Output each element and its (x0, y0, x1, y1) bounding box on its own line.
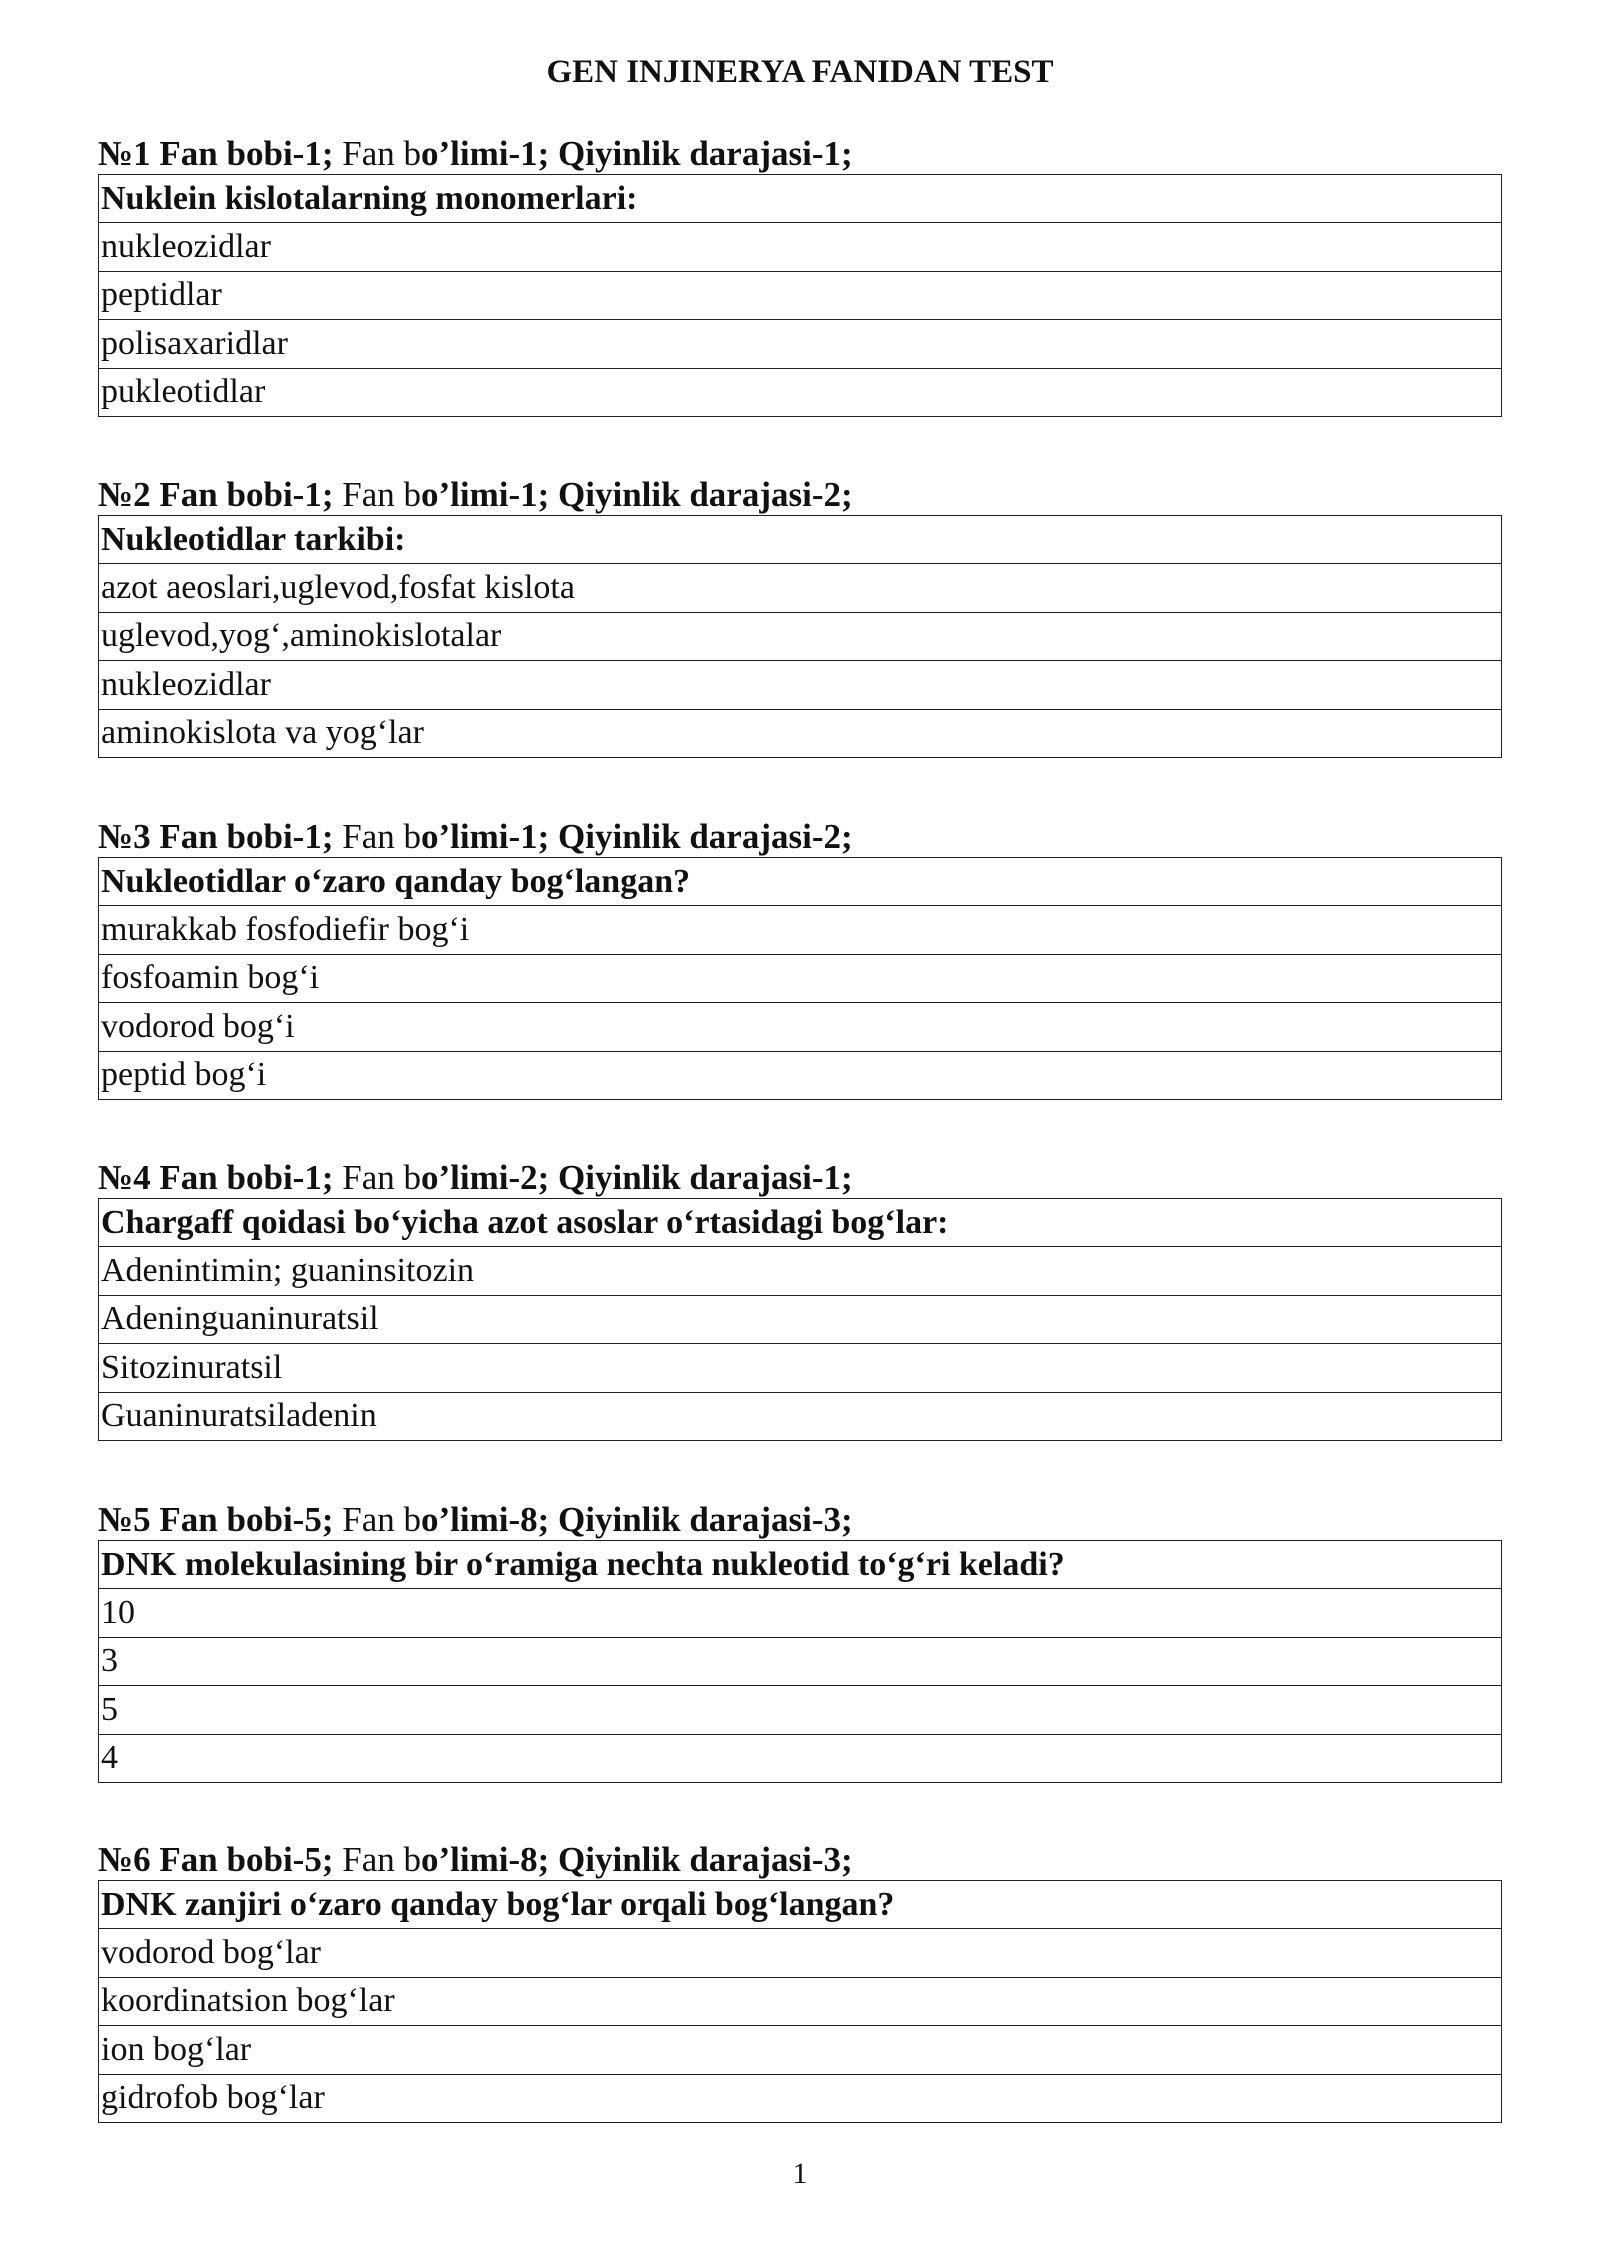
answer-option: fosfoamin bog‘i (99, 954, 1502, 1002)
answer-option-row (99, 223, 1502, 271)
answer-option-row (99, 1929, 1502, 1977)
question-block (98, 817, 1502, 1100)
answer-option-row (99, 1589, 1502, 1637)
qiyinlik-darajasi: Qiyinlik darajasi-2; (549, 817, 853, 856)
question-table (98, 1198, 1502, 1441)
answer-option-row (99, 1295, 1502, 1343)
answer-option-row (99, 1344, 1502, 1392)
answer-option-row (99, 954, 1502, 1002)
answer-option-row (99, 612, 1502, 660)
answer-option-row (99, 368, 1502, 416)
qiyinlik-darajasi: Qiyinlik darajasi-1; (549, 134, 853, 173)
fan-label: Fan b (333, 1500, 421, 1539)
answer-option: 5 (99, 1686, 1502, 1734)
fan-bolimi: o’limi-8; (420, 1840, 550, 1879)
fan-label: Fan b (333, 817, 421, 856)
answer-option-row (99, 1637, 1502, 1685)
question-block (98, 1840, 1502, 2123)
answer-option: vodorod bog‘lar (99, 1929, 1502, 1977)
fan-bobi: Fan bobi-1; (150, 134, 334, 173)
question-number: №2 (98, 475, 151, 514)
fan-bobi: Fan bobi-1; (150, 475, 334, 514)
answer-option: koordinatsion bog‘lar (99, 1977, 1502, 2025)
answer-option: gidrofob bog‘lar (99, 2074, 1502, 2122)
answer-option: nukleozidlar (99, 661, 1502, 709)
qiyinlik-darajasi: Qiyinlik darajasi-2; (549, 475, 853, 514)
answer-option-row (99, 1977, 1502, 2025)
answer-option: 4 (99, 1734, 1502, 1782)
question-block (98, 475, 1502, 758)
question-number: №3 (98, 817, 151, 856)
answer-option: pukleotidlar (99, 368, 1502, 416)
answer-option-row (99, 271, 1502, 319)
question-stem: Nukleotidlar tarkibi: (99, 516, 1502, 564)
answer-option: peptid bog‘i (99, 1051, 1502, 1099)
question-stem: DNK zanjiri o‘zaro qanday bog‘lar orqali bog‘langan? (99, 1881, 1502, 1929)
question-number: №1 (98, 134, 151, 173)
answer-option: 10 (99, 1589, 1502, 1637)
question-number: №5 (98, 1500, 151, 1539)
answer-option: peptidlar (99, 271, 1502, 319)
fan-bolimi: o’limi-1; (420, 475, 550, 514)
fan-bolimi: o’limi-1; (420, 134, 550, 173)
fan-bobi: Fan bobi-1; (150, 1158, 334, 1197)
question-table (98, 857, 1502, 1100)
answer-option: nukleozidlar (99, 223, 1502, 271)
fan-bolimi: o’limi-2; (420, 1158, 550, 1197)
question-header (98, 817, 1502, 857)
fan-label: Fan b (333, 134, 421, 173)
question-table (98, 174, 1502, 417)
answer-option-row (99, 1003, 1502, 1051)
question-number: №6 (98, 1840, 151, 1879)
page-title: GEN INJINERYA FANIDAN TEST (546, 54, 1054, 90)
question-table (98, 1880, 1502, 2123)
fan-bobi: Fan bobi-5; (150, 1840, 334, 1879)
answer-option-row (99, 1051, 1502, 1099)
question-table (98, 1540, 1502, 1783)
question-block (98, 1158, 1502, 1441)
answer-option: vodorod bog‘i (99, 1003, 1502, 1051)
answer-option: azot aeoslari,uglevod,fosfat kislota (99, 564, 1502, 612)
qiyinlik-darajasi: Qiyinlik darajasi-3; (549, 1500, 853, 1539)
fan-bobi: Fan bobi-1; (150, 817, 334, 856)
answer-option-row (99, 2026, 1502, 2074)
question-stem: Nuklein kislotalarning monomerlari: (99, 175, 1502, 223)
fan-bolimi: o’limi-8; (420, 1500, 550, 1539)
qiyinlik-darajasi: Qiyinlik darajasi-3; (549, 1840, 853, 1879)
answer-option-row (99, 661, 1502, 709)
question-stem: Nukleotidlar o‘zaro qanday bog‘langan? (99, 858, 1502, 906)
question-stem-row (99, 1199, 1502, 1247)
fan-label: Fan b (333, 1840, 421, 1879)
question-stem-row (99, 1541, 1502, 1589)
fan-label: Fan b (333, 1158, 421, 1197)
answer-option: Guaninuratsiladenin (99, 1392, 1502, 1440)
answer-option: aminokislota va yog‘lar (99, 709, 1502, 757)
question-block (98, 134, 1502, 417)
qiyinlik-darajasi: Qiyinlik darajasi-1; (549, 1158, 853, 1197)
question-stem-row (99, 1881, 1502, 1929)
question-number: №4 (98, 1158, 151, 1197)
answer-option-row (99, 320, 1502, 368)
answer-option-row (99, 1734, 1502, 1782)
answer-option: Adenintimin; guaninsitozin (99, 1247, 1502, 1295)
answer-option: 3 (99, 1637, 1502, 1685)
fan-bolimi: o’limi-1; (420, 817, 550, 856)
answer-option-row (99, 1247, 1502, 1295)
fan-label: Fan b (333, 475, 421, 514)
question-header (98, 475, 1502, 515)
question-stem-row (99, 858, 1502, 906)
question-stem: Chargaff qoidasi bo‘yicha azot asoslar o‘rtasidagi bog‘lar: (99, 1199, 1502, 1247)
answer-option: Adeninguaninuratsil (99, 1295, 1502, 1343)
answer-option: uglevod,yog‘,aminokislotalar (99, 612, 1502, 660)
question-header (98, 134, 1502, 174)
question-header (98, 1840, 1502, 1880)
answer-option-row (99, 1392, 1502, 1440)
question-stem-row (99, 516, 1502, 564)
question-stem-row (99, 175, 1502, 223)
answer-option-row (99, 564, 1502, 612)
question-header (98, 1158, 1502, 1198)
answer-option-row (99, 709, 1502, 757)
question-header (98, 1500, 1502, 1540)
answer-option-row (99, 1686, 1502, 1734)
fan-bobi: Fan bobi-5; (150, 1500, 334, 1539)
question-stem: DNK molekulasining bir o‘ramiga nechta nukleotid to‘g‘ri keladi? (99, 1541, 1502, 1589)
answer-option-row (99, 2074, 1502, 2122)
answer-option: polisaxaridlar (99, 320, 1502, 368)
question-table (98, 515, 1502, 758)
answer-option: murakkab fosfodiefir bog‘i (99, 906, 1502, 954)
question-block (98, 1500, 1502, 1783)
answer-option: Sitozinuratsil (99, 1344, 1502, 1392)
answer-option: ion bog‘lar (99, 2026, 1502, 2074)
answer-option-row (99, 906, 1502, 954)
page-number: 1 (792, 2157, 808, 2190)
